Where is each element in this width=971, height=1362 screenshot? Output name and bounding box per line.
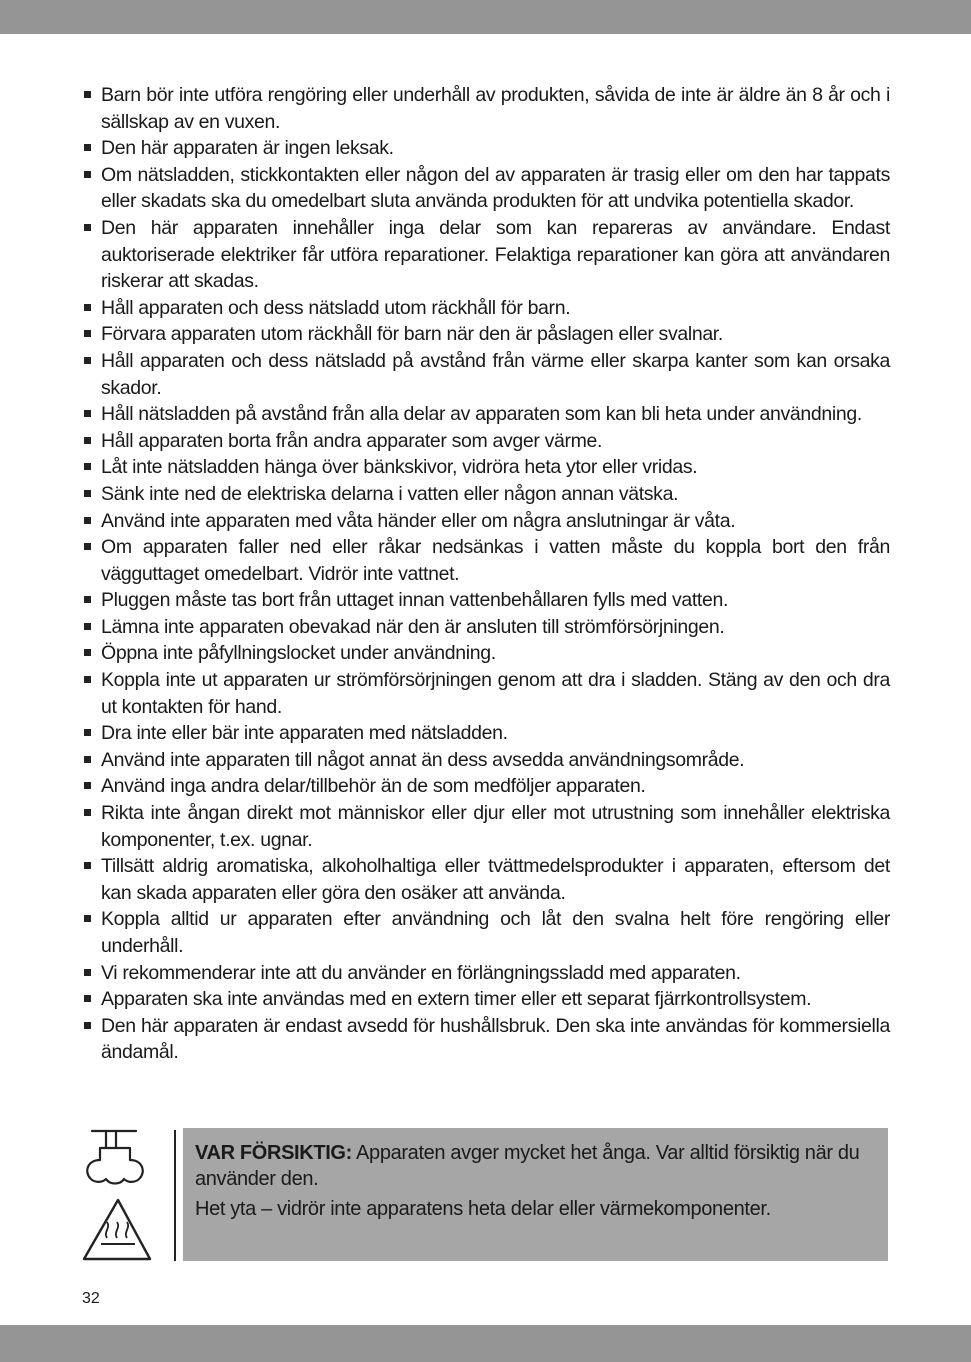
list-item: Håll apparaten borta från andra apparater som avger värme. [84,428,890,455]
caution-text [195,1140,874,1192]
caution-message: Apparaten avger mycket het ånga. Var alltid försiktig när du använder den. [195,1142,860,1190]
list-item: Pluggen måste tas bort från uttaget innan vattenbehållaren fylls med vatten. [84,587,890,614]
list-item: Använd inte apparaten till något annat än dess avsedda användningsområde. [84,747,890,774]
footer-bar [0,1325,971,1362]
caution-section [80,1128,890,1263]
caution-label: VAR FÖRSIKTIG: [195,1142,352,1164]
list-item: Sänk inte ned de elektriska delarna i vatten eller någon annan vätska. [84,481,890,508]
safety-instructions [84,82,890,1066]
list-item: Tillsätt aldrig aromatiska, alkoholhaltiga eller tvättmedelsprodukter i apparaten, eftersom det kan skada apparaten eller göra den osäker att använda. [84,853,890,906]
list-item: Låt inte nätsladden hänga över bänkskivor, vidröra heta ytor eller vridas. [84,454,890,481]
hot-surface-warning-icon [84,1200,150,1259]
list-item: Använd inte apparaten med våta händer eller om några anslutningar är våta. [84,508,890,535]
hot-steam-icon [87,1131,143,1184]
list-item: Förvara apparaten utom räckhåll för barn när den är påslagen eller svalnar. [84,321,890,348]
warning-icons [80,1128,158,1263]
list-item: Koppla alltid ur apparaten efter användning och låt den svalna helt före rengöring eller underhåll. [84,906,890,959]
list-item: Den här apparaten är ingen leksak. [84,135,890,162]
list-item: Håll nätsladden på avstånd från alla delar av apparaten som kan bli heta under användning. [84,401,890,428]
safety-list [84,82,890,1066]
list-item: Använd inga andra delar/tillbehör än de som medföljer apparaten. [84,773,890,800]
list-item: Om nätsladden, stickkontakten eller någon del av apparaten är trasig eller om den har tappats eller skadats ska du omedelbart sluta använda produkten för att undvika potentiella skador. [84,162,890,215]
list-item: Apparaten ska inte användas med en extern timer eller ett separat fjärrkontrollsystem. [84,986,890,1013]
list-item: Rikta inte ångan direkt mot människor eller djur eller mot utrustning som innehåller elektriska komponenter, t.ex. ugnar. [84,800,890,853]
list-item: Den här apparaten innehåller inga delar som kan repareras av användare. Endast auktoriserade elektriker får utföra reparationer. Felaktiga reparationer kan göra att användaren riskerar att skadas. [84,215,890,295]
list-item: Om apparaten faller ned eller råkar nedsänkas i vatten måste du koppla bort den från vägguttaget omedelbart. Vidrör inte vattnet. [84,534,890,587]
page-number: 32 [82,1290,100,1307]
list-item: Vi rekommenderar inte att du använder en förlängningssladd med apparaten. [84,960,890,987]
caution-box [183,1128,888,1261]
list-item: Håll apparaten och dess nätsladd utom räckhåll för barn. [84,295,890,322]
list-item: Koppla inte ut apparaten ur strömförsörjningen genom att dra i sladden. Stäng av den och dra ut kontakten för hand. [84,667,890,720]
hot-surface-text: Het yta – vidrör inte apparatens heta delar eller värmekomponenter. [195,1198,771,1220]
list-item: Dra inte eller bär inte apparaten med nätsladden. [84,720,890,747]
list-item: Håll apparaten och dess nätsladd på avstånd från värme eller skarpa kanter som kan orsaka skador. [84,348,890,401]
header-bar [0,0,971,34]
list-item: Barn bör inte utföra rengöring eller underhåll av produkten, såvida de inte är äldre än 8 år och i sällskap av en vuxen. [84,82,890,135]
list-item: Lämna inte apparaten obevakad när den är ansluten till strömförsörjningen. [84,614,890,641]
list-item: Öppna inte påfyllningslocket under användning. [84,640,890,667]
list-item: Den här apparaten är endast avsedd för hushållsbruk. Den ska inte användas för kommersiella ändamål. [84,1013,890,1066]
divider [174,1130,176,1261]
